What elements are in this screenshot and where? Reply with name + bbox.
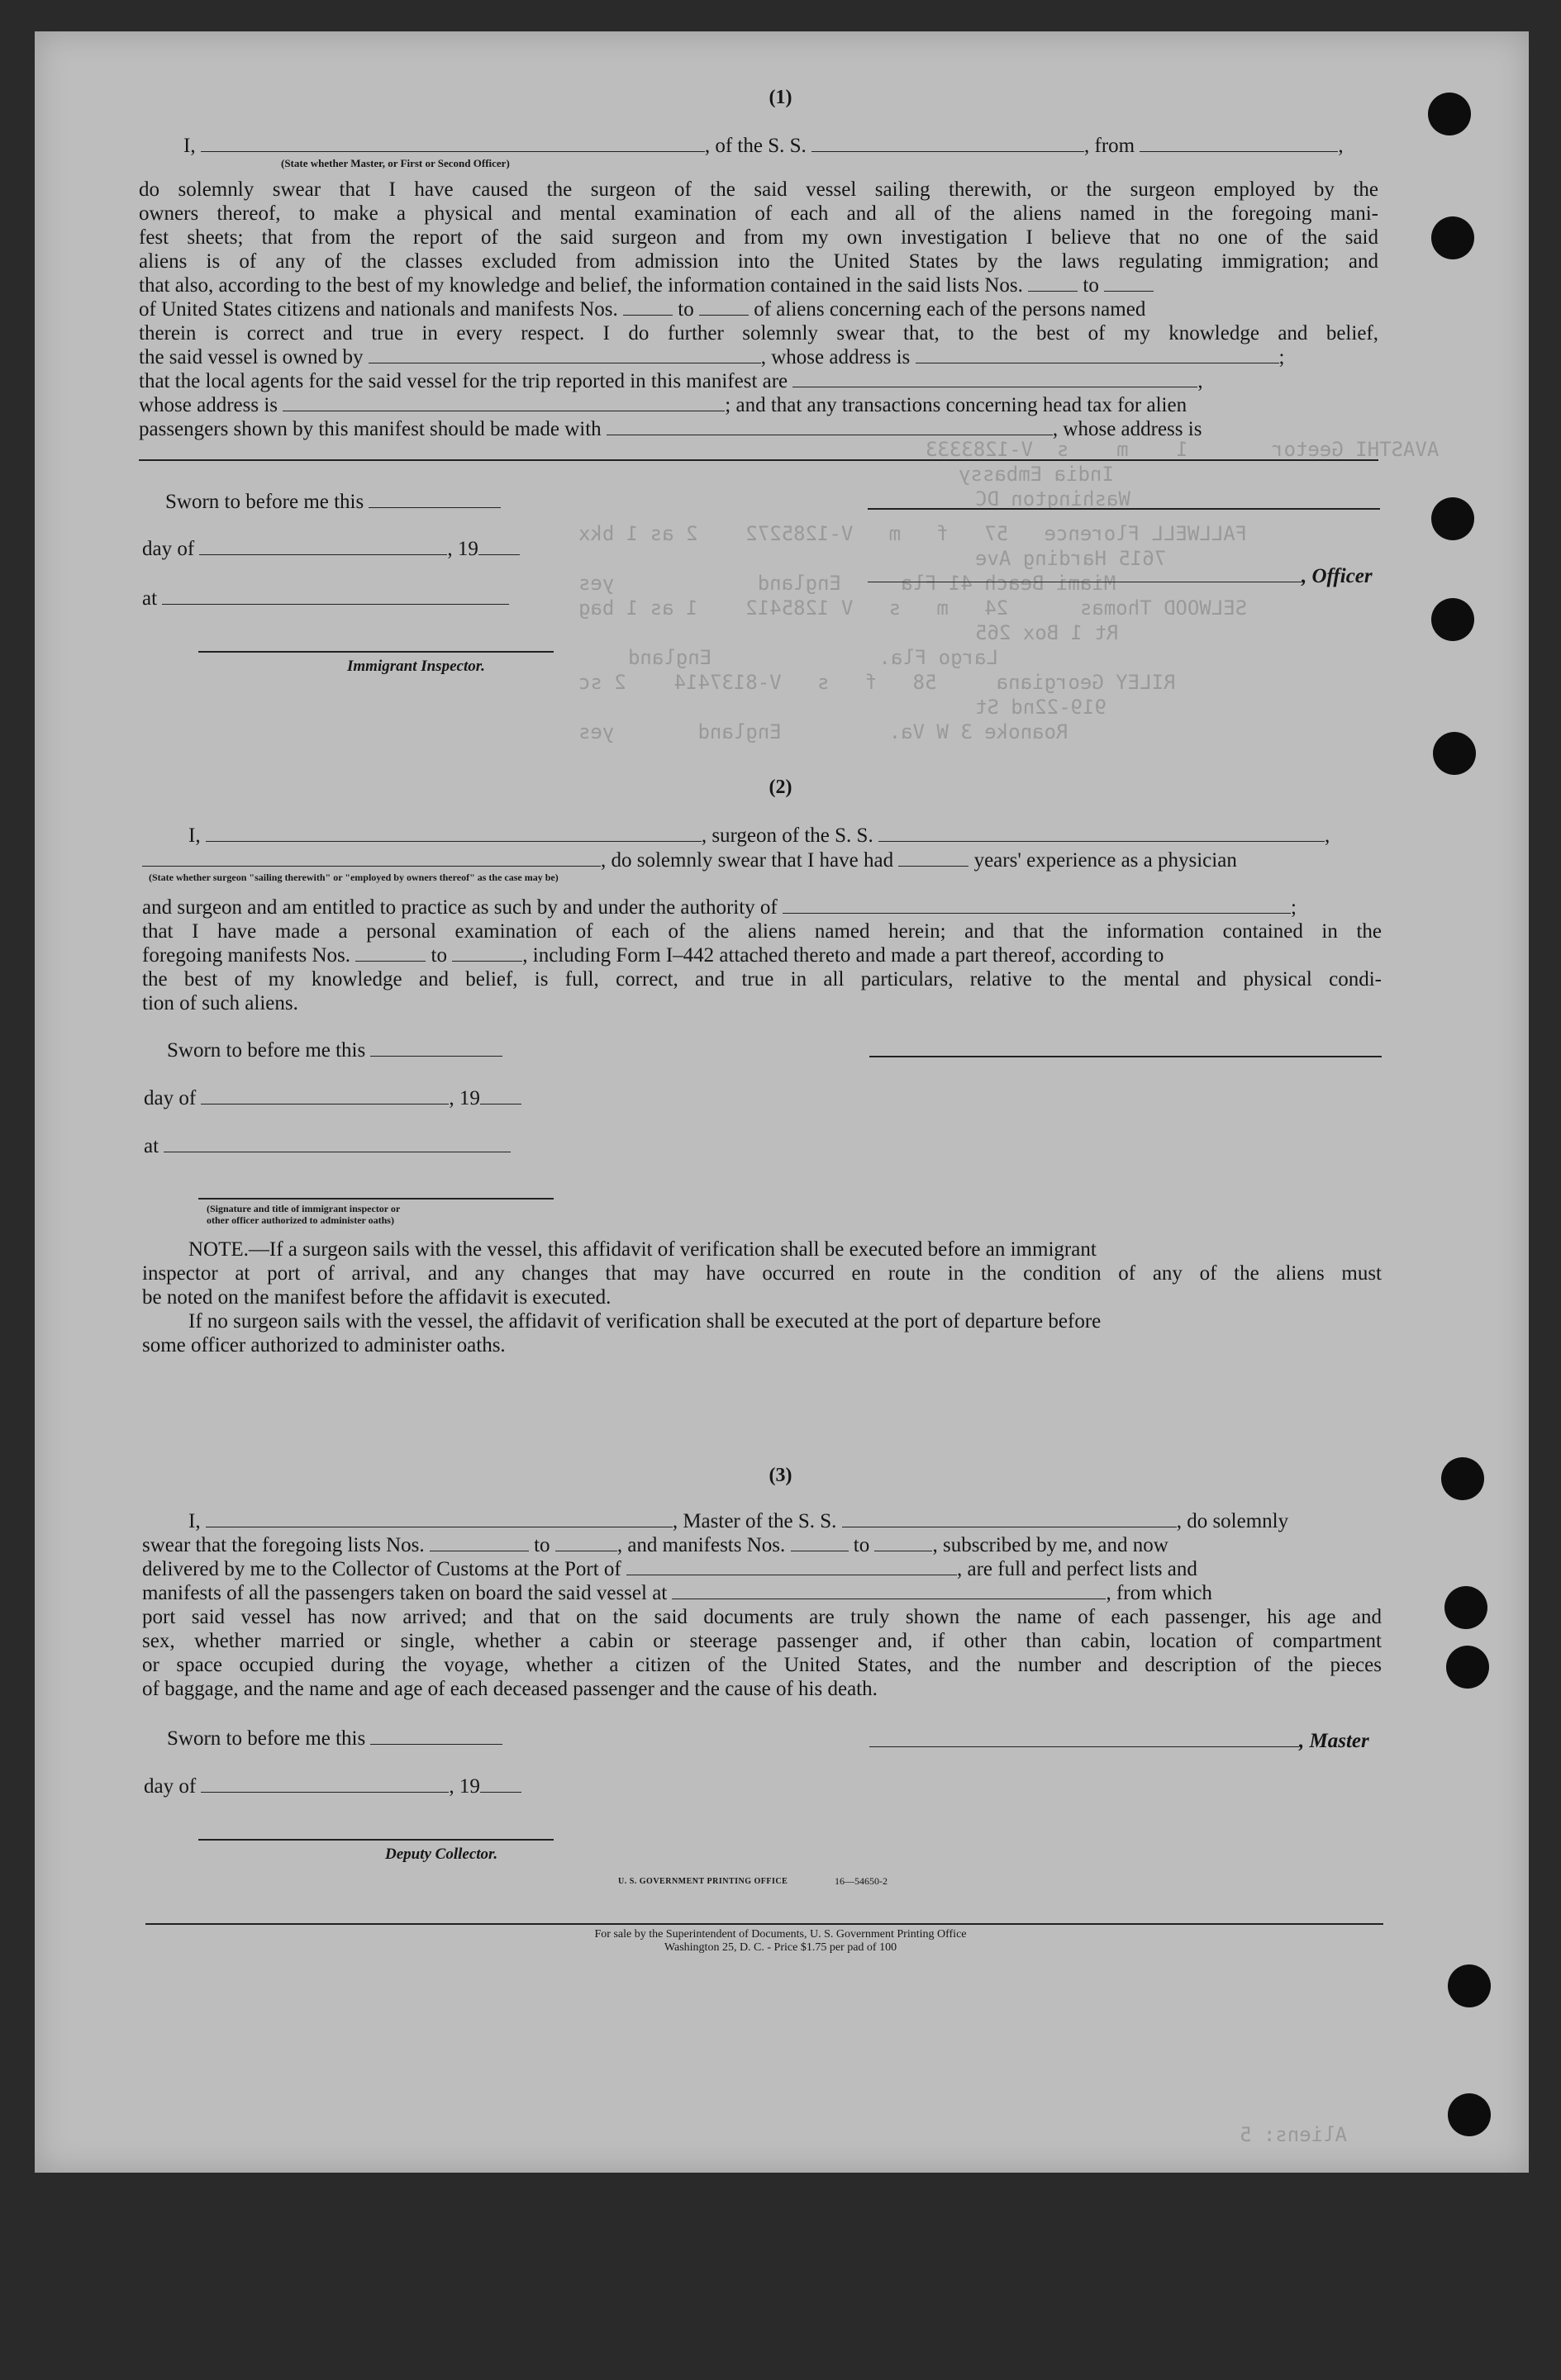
section-1-heading: (1): [769, 87, 792, 108]
form-number: 16—54650-2: [835, 1875, 888, 1887]
master-manifest-from-field[interactable]: [791, 1539, 849, 1551]
licensing-authority-field[interactable]: [783, 901, 1291, 914]
inspector-signature-line[interactable]: [198, 651, 554, 653]
master-sworn-date-field[interactable]: [370, 1732, 502, 1745]
owner-name-field[interactable]: [369, 351, 761, 363]
ship-name-field[interactable]: [811, 140, 1084, 152]
boarding-port-field[interactable]: [672, 1587, 1106, 1599]
head-tax-party-field[interactable]: [607, 423, 1053, 435]
punch-hole: [1444, 1586, 1487, 1629]
surgeon-sworn-place-field[interactable]: [164, 1140, 511, 1152]
surgeon-sworn-month-field[interactable]: [201, 1092, 449, 1104]
local-agents-field[interactable]: [792, 375, 1197, 387]
master-label: , Master: [1299, 1730, 1369, 1752]
master-manifest-to-field[interactable]: [874, 1539, 932, 1551]
surgeon-inspector-signature-line[interactable]: [198, 1198, 554, 1200]
surgeon-ship-field[interactable]: [878, 829, 1325, 842]
master-name-field[interactable]: [206, 1515, 673, 1527]
punch-hole: [1431, 216, 1474, 259]
citizen-list-from-field[interactable]: [1028, 279, 1078, 292]
officer-signature-field[interactable]: [868, 570, 1302, 582]
sworn-year-field[interactable]: [478, 543, 520, 555]
note-label: NOTE.: [188, 1238, 249, 1261]
surgeon-status-field[interactable]: [142, 854, 601, 867]
collector-port-field[interactable]: [626, 1563, 957, 1575]
immigrant-inspector-label: Immigrant Inspector.: [347, 658, 485, 675]
master-sworn-month-field[interactable]: [201, 1780, 449, 1793]
punch-hole: [1433, 732, 1476, 775]
surgeon-name-field[interactable]: [206, 829, 702, 842]
years-experience-field[interactable]: [898, 854, 968, 867]
punch-hole: [1446, 1646, 1489, 1689]
footer-rule: [145, 1923, 1383, 1925]
surgeon-manifest-from-field[interactable]: [355, 949, 426, 962]
from-port-field[interactable]: [1140, 140, 1338, 152]
officer-line: I, , of the S. S. , from ,: [183, 135, 1344, 157]
master-list-to-field[interactable]: [555, 1539, 617, 1551]
punch-hole: [1431, 497, 1474, 540]
master-ship-field[interactable]: [842, 1515, 1177, 1527]
section-3-heading: (3): [769, 1465, 792, 1486]
manifest-to-field[interactable]: [699, 303, 749, 316]
punch-hole: [1431, 598, 1474, 641]
owner-address-field[interactable]: [916, 351, 1279, 363]
surgeon-sworn-date-field[interactable]: [370, 1044, 502, 1057]
officer-rank-note: (State whether Master, or First or Second Officer): [281, 157, 510, 169]
master-list-from-field[interactable]: [430, 1539, 529, 1551]
surgeon-sworn-year-field[interactable]: [480, 1092, 521, 1104]
deputy-collector-signature-line[interactable]: [198, 1839, 554, 1841]
surgeon-status-note: (State whether surgeon "sailing therewith" or "employed by owners thereof" as the case may be): [149, 872, 559, 883]
sworn-month-field[interactable]: [199, 543, 447, 555]
manifest-from-field[interactable]: [623, 303, 673, 316]
officer-signature-line[interactable]: [868, 508, 1380, 510]
officer-name-field[interactable]: [201, 140, 705, 152]
sworn-date-field[interactable]: [369, 496, 501, 508]
sworn-place-field[interactable]: [162, 592, 509, 605]
punch-hole: [1448, 1964, 1491, 2007]
agents-address-field[interactable]: [283, 399, 725, 411]
punch-hole: [1448, 2093, 1491, 2136]
officer-label: , Officer: [1302, 565, 1373, 587]
surgeon-signature-line[interactable]: [869, 1056, 1382, 1057]
head-tax-address-field[interactable]: [139, 459, 1378, 461]
section-2-heading: (2): [769, 777, 792, 798]
citizen-list-to-field[interactable]: [1104, 279, 1154, 292]
master-signature-field[interactable]: [869, 1735, 1299, 1747]
footer-sale-notice: For sale by the Superintendent of Documents, U. S. Government Printing Office Washington 25, D. C. - Price $1.75 per pad of 100: [594, 1928, 967, 1954]
master-sworn-year-field[interactable]: [480, 1780, 521, 1793]
deputy-collector-label: Deputy Collector.: [385, 1846, 498, 1863]
surgeon-manifest-to-field[interactable]: [452, 949, 522, 962]
printing-office-imprint: U. S. GOVERNMENT PRINTING OFFICE: [618, 1877, 788, 1886]
